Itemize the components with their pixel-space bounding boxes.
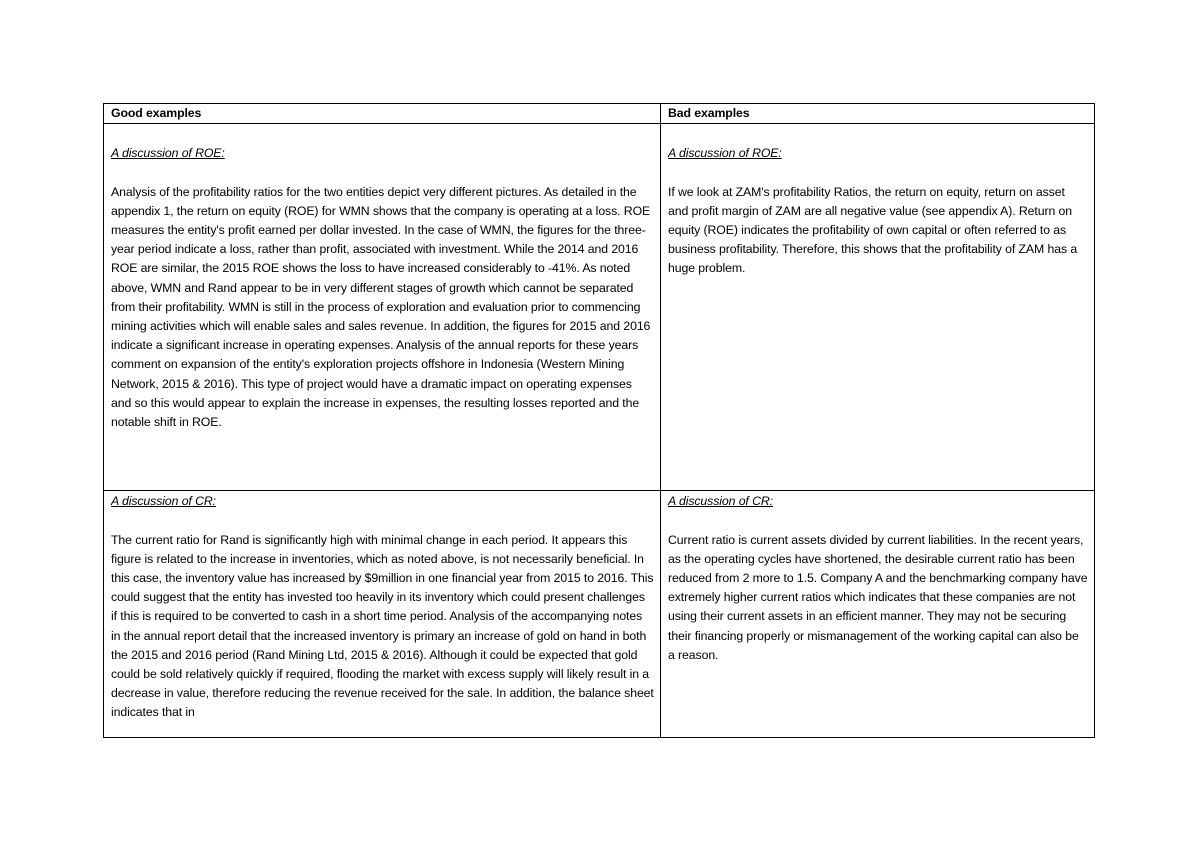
table-header-row [104,104,1095,124]
good-roe-text: Analysis of the profitability ratios for the two entities depict very different pictures. As detailed in the appendix 1, the return on equity (ROE) for WMN shows that the company is operating at a loss. ROE measures the entity's profit earned per dollar invested. In the case of WMN, the figures for the three-year period indicate a loss, rather than profit, associated with investment. While the 2014 and 2016 ROE are similar, the 2015 ROE shows the loss to have increased considerably to -41%. As noted above, WMN and Rand appear to be in very different stages of growth which cannot be separated from their profitability. WMN is still in the process of exploration and evaluation prior to commencing mining activities which will enable sales and sales revenue. In addition, the figures for 2015 and 2016 indicate a significant increase in operating expenses. Analysis of the annual reports for these years comment on expansion of the entity's exploration projects offshore in Indonesia (Western Mining Network, 2015 & 2016). This type of project would have a dramatic impact on operating expenses and so this would appear to explain the increase in expenses, the resulting losses reported and the notable shift in ROE. [111,184,651,430]
bad-roe-text: If we look at ZAM's profitability Ratios, the return on equity, return on asset and profit margin of ZAM are all negative value (see appendix A). Return on equity (ROE) indicates the profitability of own capital or often referred to as business profitability. Therefore, this shows that the profitability of ZAM has a huge problem. [668,184,1078,276]
good-cr-heading: A discussion of CR: [111,494,216,509]
examples-table [103,103,1095,738]
table-row-cr [104,491,1095,738]
bad-roe-cell [661,124,1095,491]
good-cr-cell [104,491,661,738]
bad-cr-heading: A discussion of CR: [668,494,773,509]
bad-roe-heading: A discussion of ROE: [668,146,782,161]
bad-examples-header: Bad examples [661,104,1095,124]
good-cr-text: The current ratio for Rand is significantly high with minimal change in each period. It appears this figure is related to the increase in inventories, which as noted above, is not necessarily beneficial. In this case, the inventory value has increased by $9million in one financial year from 2015 to 2016. This could suggest that the entity has invested too heavily in its inventory which could present challenges if this is required to be converted to cash in a short time period. Analysis of the accompanying notes in the annual report detail that the increased inventory is primary an increase of gold on hand in both the 2015 and 2016 period (Rand Mining Ltd, 2015 & 2016). Although it could be expected that gold could be sold relatively quickly if required, flooding the market with excess supply will likely result in a decrease in value, therefore reducing the revenue received for the sale. In addition, the balance sheet indicates that in [111,532,654,720]
good-examples-header: Good examples [104,104,661,124]
good-roe-heading: A discussion of ROE: [111,146,225,161]
good-roe-cell [104,124,661,491]
bad-cr-cell [661,491,1095,738]
table-row-roe [104,124,1095,491]
bad-cr-text: Current ratio is current assets divided by current liabilities. In the recent years, as the operating cycles have shortened, the desirable current ratio has been reduced from 2 more to 1.5. Company A and the benchmarking company have extremely higher current ratios which indicates that these companies are not using their current assets in an efficient manner. They may not be securing their financing properly or mismanagement of the working capital can also be a reason. [668,532,1088,662]
